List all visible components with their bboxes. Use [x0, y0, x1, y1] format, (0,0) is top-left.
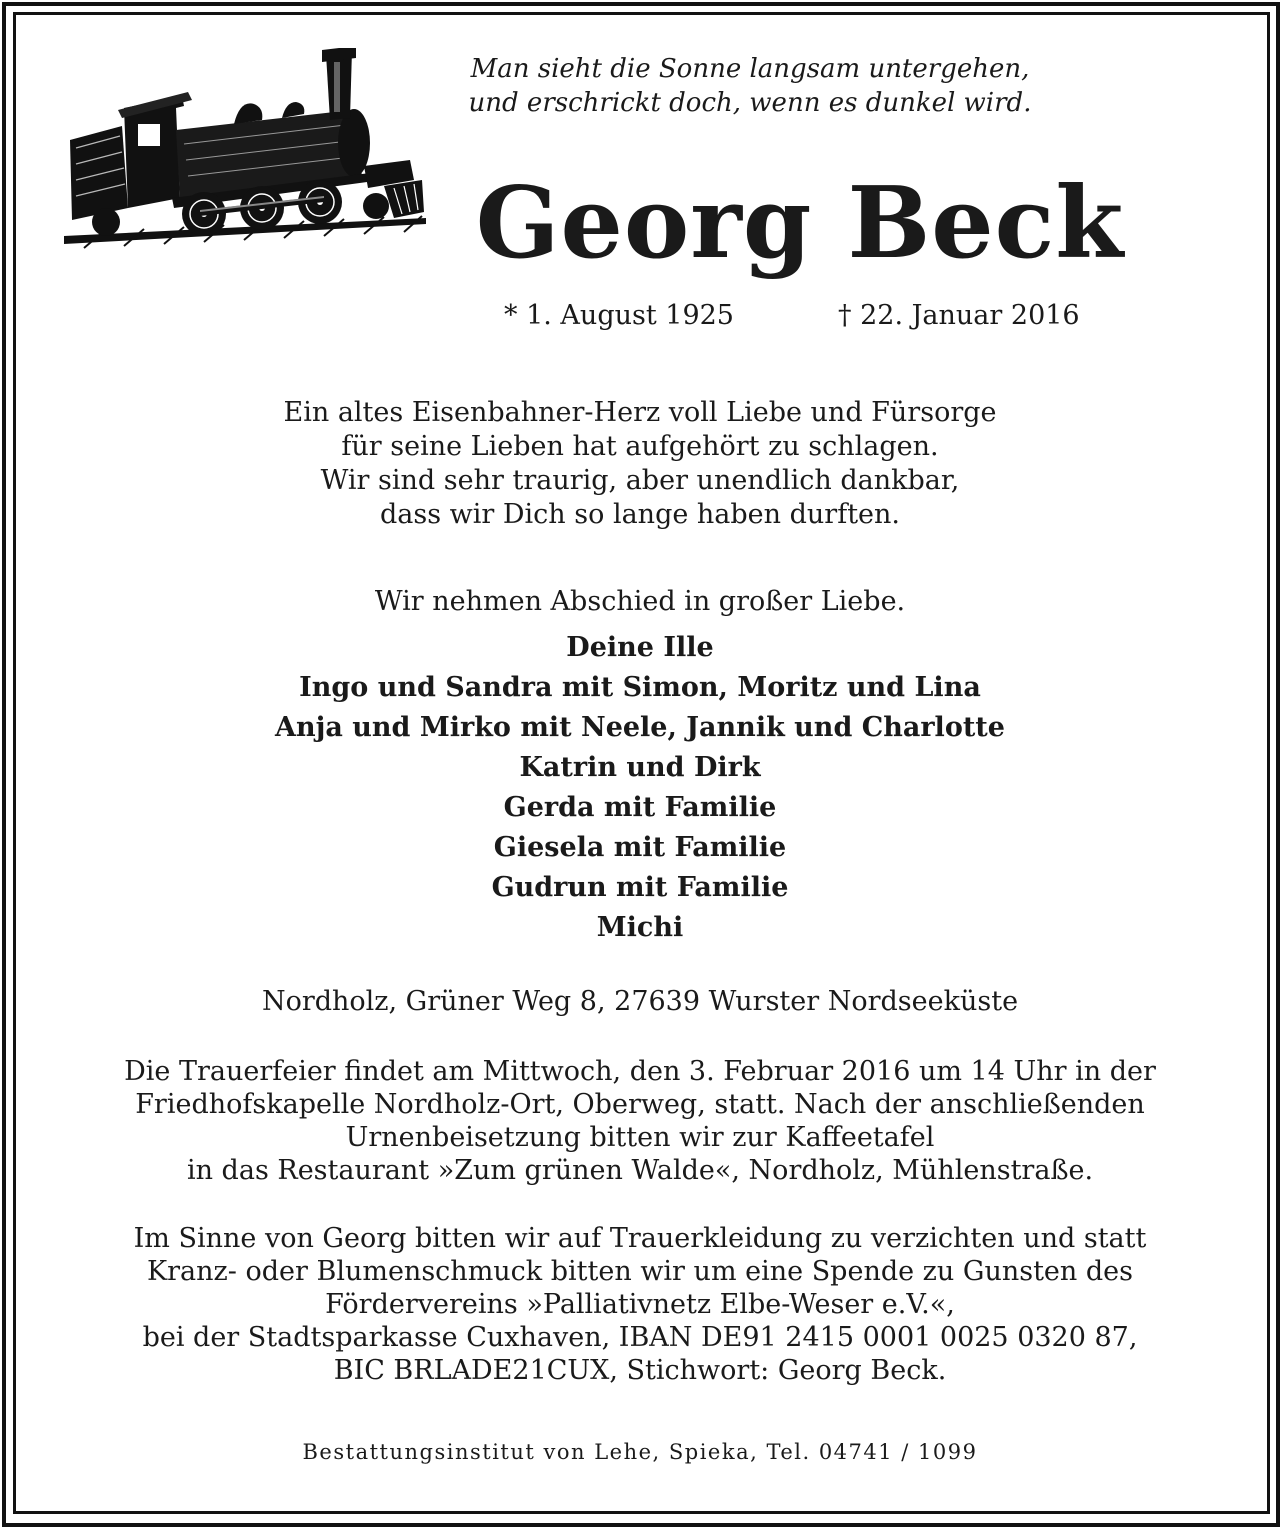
farewell-line: Wir nehmen Abschied in großer Liebe. [374, 586, 906, 617]
funeral-service-info [40, 1055, 1240, 1187]
donation-line: Fördervereins »Palliativnetz Elbe-Weser e.V.«, [325, 1289, 955, 1320]
service-line: Die Trauerfeier findet am Mittwoch, den 3. Februar 2016 um 14 Uhr in der [124, 1056, 1156, 1087]
verse-line: dass wir Dich so lange haben durften. [379, 499, 901, 530]
service-line: Urnenbeisetzung bitten wir zur Kaffeetafel [345, 1122, 935, 1153]
quote-line: und erschrickt doch, wenn es dunkel wird. [468, 88, 1032, 118]
birth-date: * 1. August 1925 [504, 300, 734, 331]
service-line: Friedhofskapelle Nordholz-Ort, Oberweg, statt. Nach der anschließenden [135, 1089, 1145, 1120]
verse-line: Ein altes Eisenbahner-Herz voll Liebe und Fürsorge [283, 397, 997, 428]
family-address: Nordholz, Grüner Weg 8, 27639 Wurster Nordseeküste [261, 986, 1019, 1017]
mourner-entry: Anja und Mirko mit Neele, Jannik und Charlotte [275, 712, 1005, 743]
funeral-home-footer: Bestattungsinstitut von Lehe, Spieka, Tel. 04741 / 1099 [302, 1440, 978, 1464]
steam-locomotive-icon [64, 48, 426, 250]
donation-line: bei der Stadtsparkasse Cuxhaven, IBAN DE91 2415 0001 0025 0320 87, [142, 1322, 1138, 1353]
mourner-entry: Gerda mit Familie [503, 792, 777, 823]
mourner-entry: Deine Ille [566, 632, 714, 663]
memorial-verse [40, 396, 1240, 532]
donation-line: BIC BRLADE21CUX, Stichwort: Georg Beck. [333, 1355, 947, 1386]
mourner-entry: Michi [596, 912, 684, 943]
mourner-entry: Gudrun mit Familie [491, 872, 789, 903]
verse-line: für seine Lieben hat aufgehört zu schlagen. [341, 431, 939, 462]
donation-line: Kranz- oder Blumenschmuck bitten wir um eine Spende zu Gunsten des [146, 1256, 1133, 1287]
mourners-list [40, 628, 1240, 948]
quote-line: Man sieht die Sonne langsam untergehen, [470, 54, 1030, 84]
donation-request [40, 1222, 1240, 1387]
donation-line: Im Sinne von Georg bitten wir auf Trauerkleidung zu verzichten und statt [133, 1223, 1147, 1254]
deceased-name: Georg Beck [475, 166, 1125, 281]
mourner-entry: Giesela mit Familie [493, 832, 787, 863]
mourner-entry: Katrin und Dirk [519, 752, 761, 783]
opening-quote [440, 52, 1060, 120]
service-line: in das Restaurant »Zum grünen Walde«, Nordholz, Mühlenstraße. [186, 1155, 1094, 1186]
verse-line: Wir sind sehr traurig, aber unendlich dankbar, [320, 465, 960, 496]
death-date: † 22. Januar 2016 [838, 300, 1080, 331]
mourner-entry: Ingo und Sandra mit Simon, Moritz und Lina [299, 672, 981, 703]
